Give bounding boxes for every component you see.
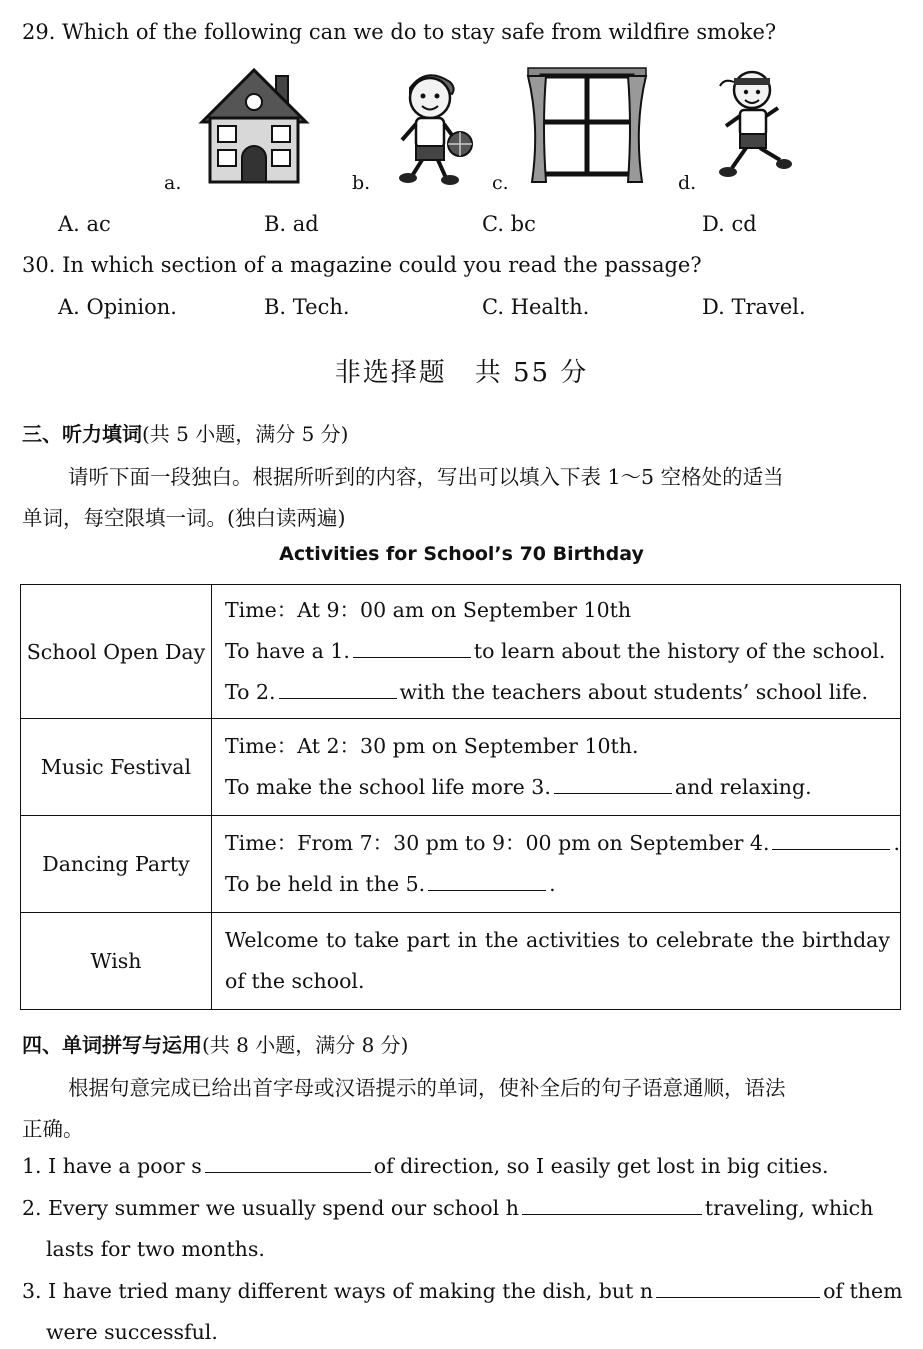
open-day-line2-end: to learn about the history of the school. (473, 639, 886, 663)
section4-instruction-line1: 根据句意完成已给出首字母或汉语提示的单词，使补全后的句子语意通顺，语法 (68, 1076, 786, 1100)
open-day-line2-start: To have a 1. (225, 639, 350, 663)
section3-heading-text: 三、听力填词 (22, 422, 142, 446)
table-row (21, 585, 901, 719)
row-label-music-festival: Music Festival (21, 719, 212, 816)
part-title: 非选择题 共 55 分 (334, 358, 589, 388)
row-label-wish: Wish (21, 913, 212, 1010)
q30-stem: 30. In which section of a magazine could you read the passage? (22, 253, 702, 277)
table-title: Activities for School’s 70 Birthday (279, 543, 644, 565)
item3-start: 3. I have tried many different ways of making the dish, but n (22, 1279, 654, 1303)
q30-option-a[interactable]: A. Opinion. (58, 295, 177, 319)
sec4-item-2 (22, 1196, 873, 1220)
section3-heading-note: (共 5 小题，满分 5 分) (142, 422, 349, 446)
q29-stem: 29. Which of the following can we do to stay safe from wildfire smoke? (22, 20, 777, 44)
picture-b-label: b. (352, 172, 371, 194)
table-row (21, 913, 901, 1010)
row-content-dancing-party (212, 816, 901, 913)
blank-2[interactable] (279, 697, 397, 699)
closed-window-icon (524, 66, 650, 188)
q29-option-d[interactable]: D. cd (702, 212, 757, 236)
table-row (21, 816, 901, 913)
q29-option-c[interactable]: C. bc (482, 212, 536, 236)
q30-option-c[interactable]: C. Health. (482, 295, 590, 319)
music-time: Time：At 2：30 pm on September 10th. (225, 734, 639, 758)
music-line2-start: To make the school life more 3. (225, 775, 551, 799)
section4-heading (22, 1029, 408, 1058)
blank-1[interactable] (353, 656, 471, 658)
item1-end: of direction, so I easily get lost in big cities. (373, 1154, 829, 1178)
q29-option-a[interactable]: A. ac (58, 212, 111, 236)
table-row (21, 719, 901, 816)
item3-continuation: were successful. (46, 1320, 218, 1344)
item2-start: 2. Every summer we usually spend our school h (22, 1196, 519, 1220)
item1-start: 1. I have a poor s (22, 1154, 202, 1178)
section4-heading-text: 四、单词拼写与运用 (22, 1033, 202, 1057)
item2-blank[interactable] (522, 1213, 702, 1215)
dancing-line2-end: . (549, 872, 556, 896)
row-label-dancing-party: Dancing Party (21, 816, 212, 913)
picture-a-label: a. (164, 172, 182, 194)
section3-instruction-line1: 请听下面一段独白。根据所听到的内容，写出可以填入下表 1～5 空格处的适当 (68, 465, 784, 489)
house-icon (196, 64, 312, 186)
picture-d-label: d. (678, 172, 697, 194)
row-content-music-festival (212, 719, 901, 816)
item2-end: traveling, which (704, 1196, 874, 1220)
dancing-line1-end: . (893, 831, 900, 855)
running-boy-icon (714, 64, 796, 186)
open-day-time: Time：At 9：00 am on September 10th (225, 598, 632, 622)
q30-option-b[interactable]: B. Tech. (264, 295, 350, 319)
open-day-line3-start: To 2. (225, 680, 276, 704)
sec4-item-3 (22, 1279, 903, 1303)
section3-instruction-line2: 单词，每空限填一词。(独白读两遍) (22, 506, 346, 530)
picture-c-label: c. (492, 172, 509, 194)
blank-4[interactable] (772, 848, 890, 850)
dancing-time: Time：From 7：30 pm to 9：00 pm on September 4. (225, 831, 770, 855)
dancing-line2-start: To be held in the 5. (225, 872, 426, 896)
row-label-open-day: School Open Day (21, 585, 212, 719)
wish-text: Welcome to take part in the activities to celebrate the birthday of the school. (225, 928, 890, 993)
section4-instruction-line2: 正确。 (22, 1117, 84, 1141)
item3-end: of them (823, 1279, 903, 1303)
item2-continuation: lasts for two months. (46, 1237, 265, 1261)
item3-blank[interactable] (656, 1296, 820, 1298)
section3-heading (22, 418, 348, 447)
activities-table (20, 584, 901, 1010)
boy-with-ball-icon (388, 64, 480, 186)
sec4-item-1 (22, 1154, 829, 1178)
blank-3[interactable] (554, 792, 672, 794)
q30-option-d[interactable]: D. Travel. (702, 295, 806, 319)
blank-5[interactable] (428, 889, 546, 891)
row-content-open-day (212, 585, 901, 719)
music-line2-end: and relaxing. (674, 775, 812, 799)
item1-blank[interactable] (205, 1171, 371, 1173)
row-content-wish (212, 913, 901, 1010)
open-day-line3-end: with the teachers about students’ school life. (399, 680, 869, 704)
section4-heading-note: (共 8 小题，满分 8 分) (202, 1033, 409, 1057)
q29-option-b[interactable]: B. ad (264, 212, 319, 236)
